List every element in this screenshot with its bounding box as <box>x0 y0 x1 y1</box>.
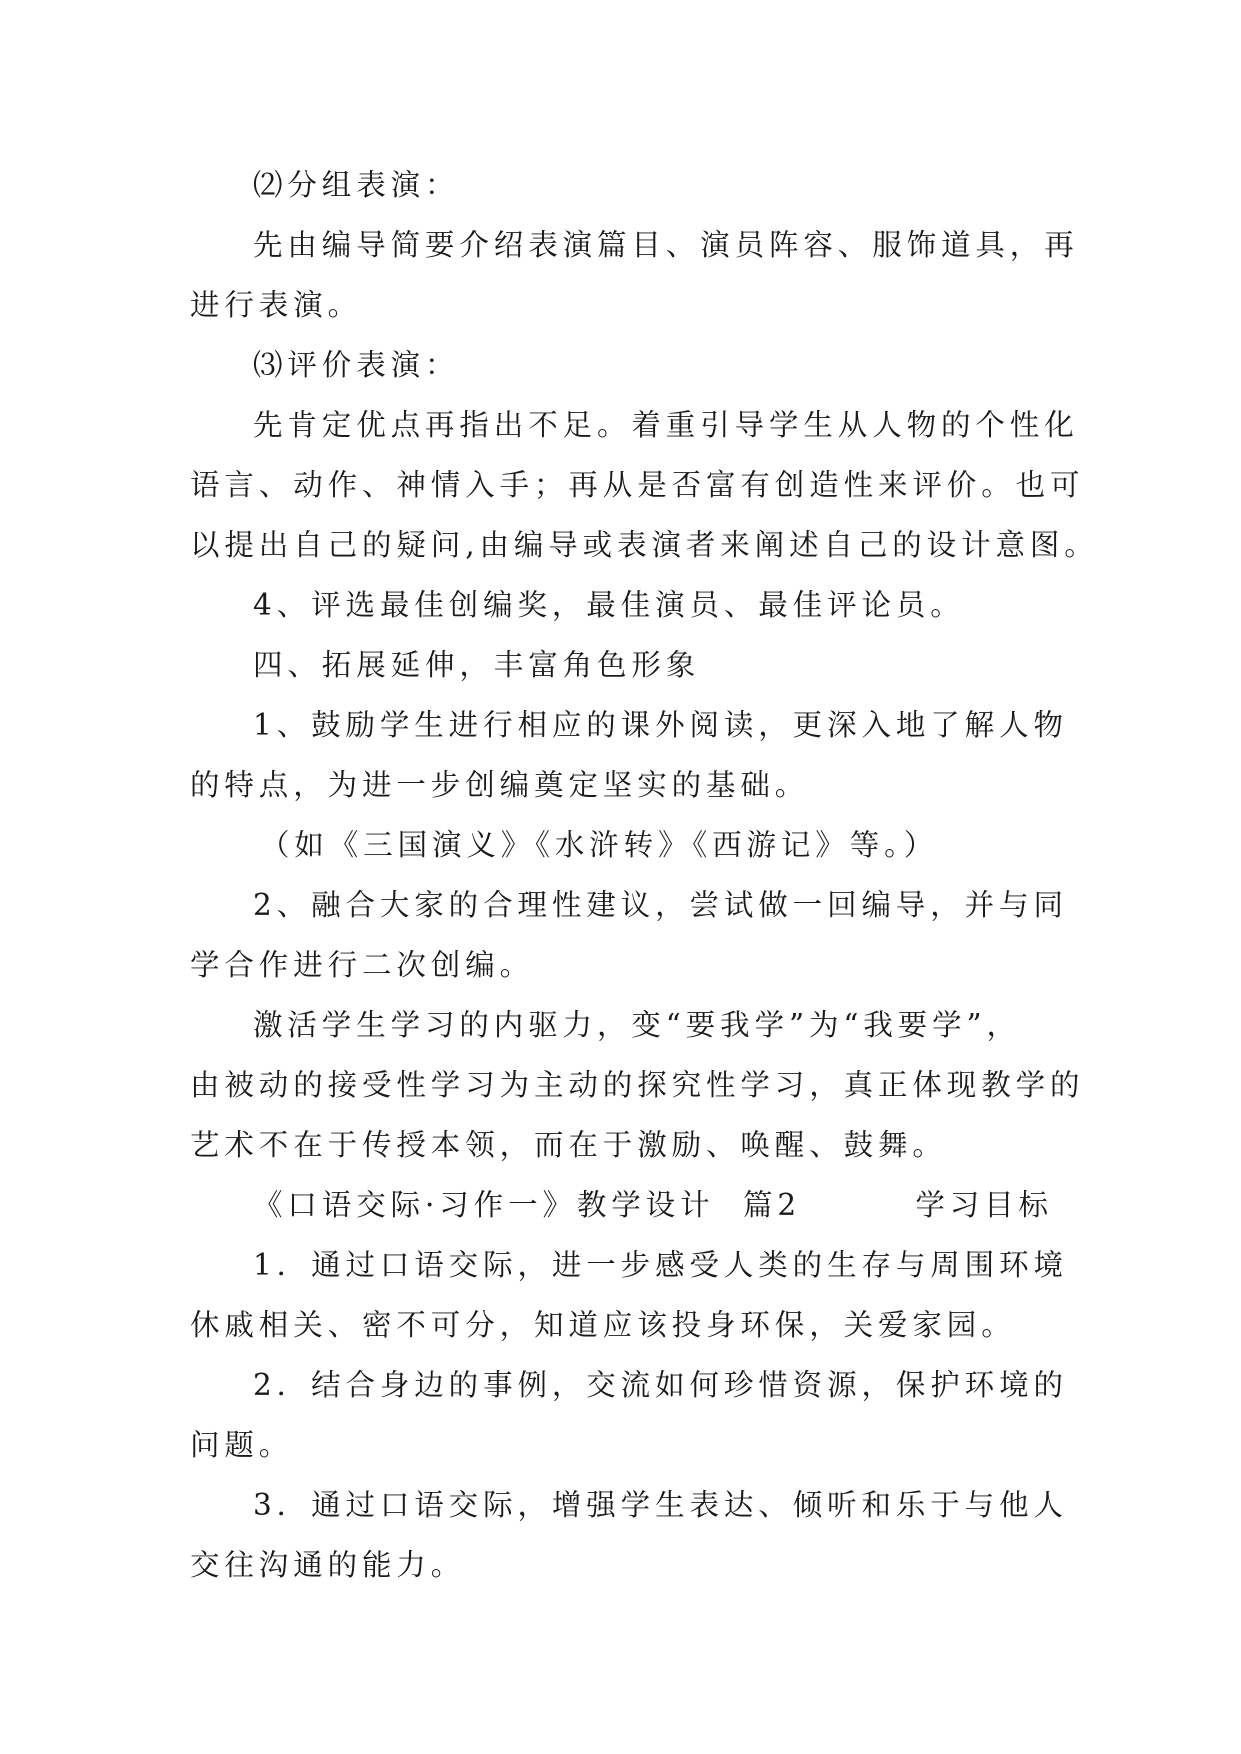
paragraph-line: 先肯定优点再指出不足。着重引导学生从人物的个性化 <box>253 408 1079 442</box>
paragraph-line: 先由编导简要介绍表演篇目、演员阵容、服饰道具，再 <box>253 228 1079 262</box>
section-heading: 四、拓展延伸，丰富角色形象 <box>253 648 701 682</box>
section-title: 《口语交际·习作一》教学设计 篇2 学习目标 <box>253 1188 1053 1222</box>
subheading-evaluate-performance: ⑶评价表演： <box>253 348 460 382</box>
paragraph-line: 休戚相关、密不可分，知道应该投身环保，关爱家园。 <box>190 1308 1016 1342</box>
paragraph-line: 艺术不在于传授本领，而在于激励、唤醒、鼓舞。 <box>190 1128 947 1162</box>
paragraph-line: 问题。 <box>190 1428 294 1462</box>
paragraph-line: 进行表演。 <box>190 288 363 322</box>
paragraph-line: 的特点，为进一步创编奠定坚实的基础。 <box>190 768 810 802</box>
paragraph-line: 交往沟通的能力。 <box>190 1548 466 1582</box>
list-item: 4、评选最佳创编奖，最佳演员、最佳评论员。 <box>253 588 965 622</box>
paragraph-line: 由被动的接受性学习为主动的探究性学习，真正体现教学的 <box>190 1068 1085 1102</box>
paragraph-line: 以提出自己的疑问,由编导或表演者来阐述自己的设计意图。 <box>190 528 1099 562</box>
paragraph-line: （如《三国演义》《水浒转》《西游记》等。） <box>260 828 939 862</box>
document-page <box>190 155 1099 1595</box>
paragraph-line: 学合作进行二次创编。 <box>190 948 535 982</box>
paragraph-line: 激活学生学习的内驱力，变“要我学”为“我要学”， <box>253 1008 1021 1042</box>
list-item: 1、鼓励学生进行相应的课外阅读，更深入地了解人物 <box>253 708 1068 742</box>
list-item: 2．结合身边的事例，交流如何珍惜资源，保护环境的 <box>253 1368 1068 1402</box>
list-item: 1．通过口语交际，进一步感受人类的生存与周围环境 <box>253 1248 1068 1282</box>
paragraph-line: 语言、动作、神情入手；再从是否富有创造性来评价。也可 <box>190 468 1085 502</box>
list-item: 3．通过口语交际，增强学生表达、倾听和乐于与他人 <box>253 1488 1068 1522</box>
subheading-group-performance: ⑵分组表演： <box>253 168 460 202</box>
list-item: 2、融合大家的合理性建议，尝试做一回编导，并与同 <box>253 888 1068 922</box>
